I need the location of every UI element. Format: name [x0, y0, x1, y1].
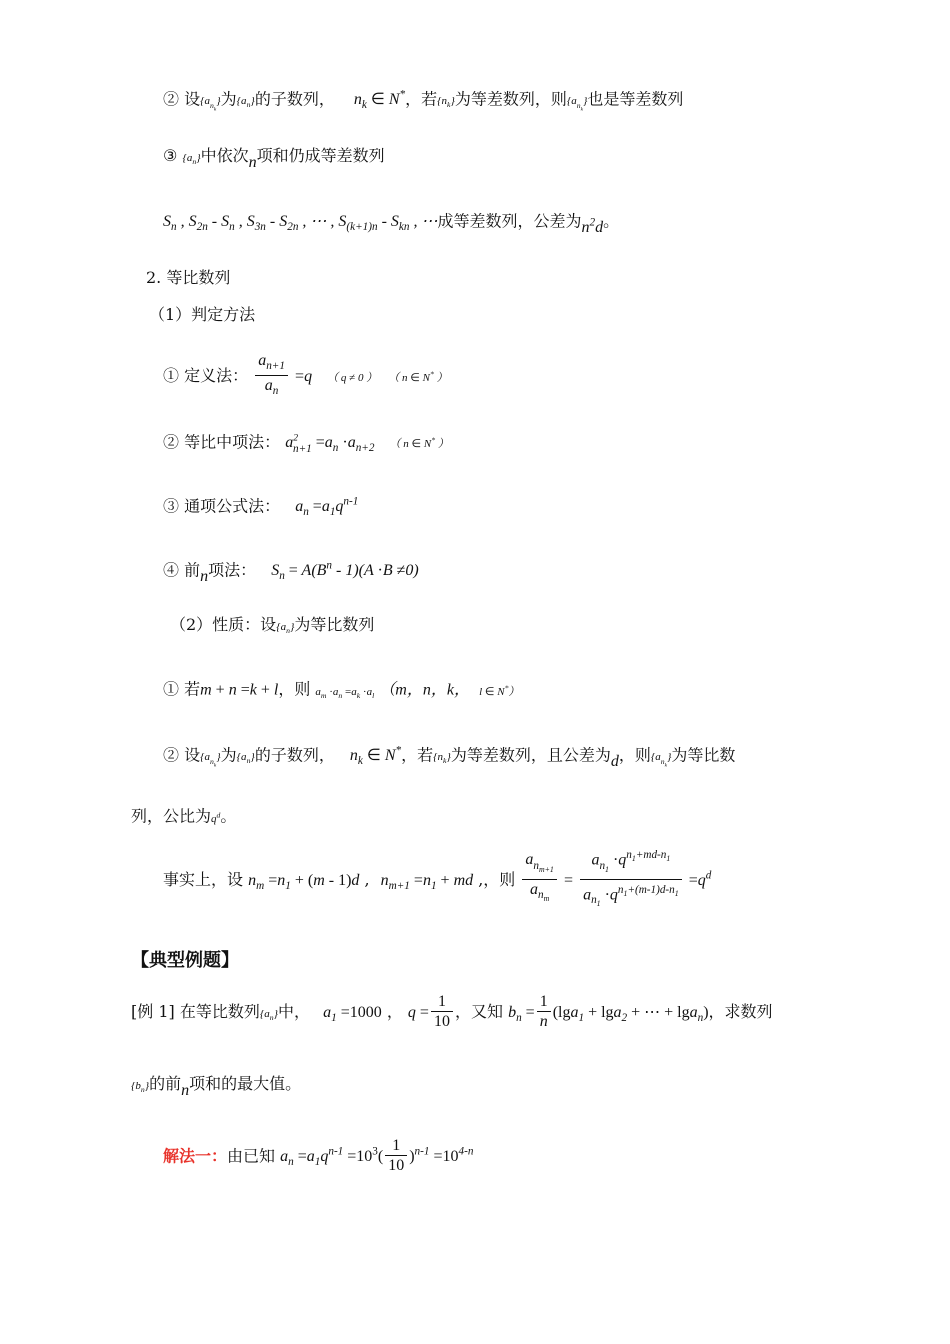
- solution-1: [163, 1130, 473, 1185]
- geometric-subsequence-property-cont: [131, 804, 236, 830]
- text: 为: [220, 745, 237, 765]
- solution-label: 解法一：: [163, 1146, 228, 1166]
- text: ，则: [618, 745, 651, 765]
- math: $a_n =a_1q^{n-1} =10^3$(: [280, 1146, 384, 1169]
- math: $n^2d$: [581, 217, 604, 237]
- text: （2）性质：设: [170, 615, 277, 634]
- math: )$^{n-1} =10^{4-n}$: [409, 1146, 474, 1166]
- text: 项和的最大值。: [189, 1074, 302, 1093]
- text: ② 等比中项法：: [163, 432, 281, 452]
- math: q =: [407, 1004, 429, 1021]
- math: $\frac{a_{n_{m+1}}}{a_{n_m}}$: [522, 851, 556, 909]
- math: $n_m =n_1 + (m - 1)d$: [248, 871, 360, 892]
- text: 中依次: [200, 146, 249, 165]
- text: 列，公比为: [131, 806, 212, 826]
- math: $\frac{1}{10}$: [385, 1137, 407, 1176]
- text: 中，: [278, 1002, 311, 1021]
- text: ，求数列: [708, 1002, 773, 1021]
- proof-line: 事实上，设 $n_m =n_1 + (m - 1)d$ , $n_{m+1} =n_1$ + md ,，则 $\frac{a_{n_{m+1}}}{a_{n_m}}$ = $\frac{a_{n_1} \cdot q^{n_1+md-n_1}}{a_{n_1} \cdot q^{n_1+(m-1)d-n_1}}$ $=q^d$: [163, 846, 711, 915]
- text: ① 若: [163, 679, 201, 699]
- text: 。: [603, 211, 620, 231]
- text: 为等比数: [671, 745, 736, 765]
- text: ④ 前: [163, 560, 201, 580]
- math: $\{a_{n_k}\}$: [200, 95, 221, 113]
- math: $a_m \cdot a_n =a_k \cdot a_l$: [315, 685, 375, 700]
- math: n: [200, 568, 209, 586]
- text: 为等比数列: [294, 615, 375, 634]
- math: =q: [295, 368, 313, 386]
- math: $n_{m+1} =n_1$ + md: [380, 871, 474, 892]
- math: n: [248, 154, 257, 171]
- text: 的子数列，: [254, 89, 335, 109]
- arith-subsequence-property: [163, 84, 683, 120]
- general-term-method: [163, 491, 358, 524]
- math: $\{a_n\}$: [236, 95, 255, 110]
- example-1: [例 1] 在等比数列$\{a_n\}$中， $a_1 =1000$ ， q = $\frac{1}{10}$ ，又知 $b_n$ = $\frac{1}{n}$ (lga$_1$ + lga$_2$ + ⋯ + lga$_n$)，求数列: [131, 993, 773, 1030]
- example-1-cont: [131, 1073, 301, 1101]
- text: ③ 通项公式法：: [163, 496, 281, 516]
- math: (lga$_1$ + lga$_2$ + ⋯ + lga$_n$): [552, 1004, 709, 1025]
- math: n: [181, 1082, 190, 1099]
- math: $a^2_{n+1} =a_n \cdot a_{n+2}$: [285, 433, 375, 455]
- math: $\frac{1}{10}$: [431, 993, 453, 1032]
- math: $\frac{1}{n}$: [537, 993, 551, 1032]
- text: 为: [220, 89, 237, 109]
- text: 项法：: [208, 560, 257, 580]
- geometric-mean-method: [163, 428, 449, 460]
- math: （m，n，k，: [379, 681, 470, 699]
- math: $\{a_n\}$: [182, 152, 201, 167]
- math: $\{n_k\}$: [433, 751, 451, 766]
- math: $\{a_{n_k}\}$: [200, 751, 221, 769]
- text: ② 设: [163, 89, 201, 109]
- math: $q^d$: [211, 810, 221, 825]
- math: $n_k$ ∈ N*: [349, 745, 402, 768]
- partial-sum-method: [163, 555, 419, 588]
- math: $a_1 =1000$: [323, 1004, 382, 1025]
- math: $=q^d$: [688, 869, 712, 889]
- math: $S_n$ , $S_{2n} - S_n$ , $S_{3n} - S_{2n}$ , ⋯ , $S_{(k+1)n} - S_{kn}$ , ⋯: [163, 213, 438, 234]
- math: $\frac{a_{n_1} \cdot q^{n_1+md-n_1}}{a_{n_1} \cdot q^{n_1+(m-1)d-n_1}}$: [580, 846, 682, 915]
- math: $S_n = A(B^n - 1)(A \cdot B \ne 0)$: [271, 560, 419, 583]
- text: 。: [220, 806, 237, 826]
- geometric-product-property: [163, 677, 519, 707]
- math: l ∈ N*）: [479, 683, 520, 698]
- math: $\{a_{n_k}\}$: [566, 95, 588, 113]
- text: 由已知: [227, 1146, 276, 1166]
- math: $\{a_n\}$: [236, 751, 255, 766]
- math: $\frac{a_{n+1}}{a_n}$: [255, 352, 288, 401]
- math: $b_n$ =: [508, 1004, 535, 1025]
- subsection-title: （1）判定方法: [149, 305, 256, 324]
- text: 项和仍成等差数列: [256, 146, 385, 165]
- text: 也是等差数列: [587, 89, 684, 109]
- text: 为等差数列，且公差为: [450, 745, 611, 765]
- math: $\{a_{n_k}\}$: [650, 751, 672, 769]
- text: ，若: [401, 745, 434, 765]
- math: $\{n_k\}$: [437, 95, 455, 110]
- text: ，若: [405, 89, 438, 109]
- text: ，又知: [454, 1002, 503, 1021]
- math: $\{a_n\}$: [276, 621, 295, 636]
- math: $a_n =a_1q^{n-1}$: [295, 496, 359, 519]
- text: ，则: [483, 869, 516, 889]
- text: 事实上，设: [163, 869, 244, 889]
- section-title: 2. 等比数列: [146, 268, 231, 287]
- text: ，则: [278, 679, 311, 699]
- definition-method: [163, 352, 448, 401]
- properties-title: [170, 614, 374, 642]
- examples-heading: 【典型例题】: [131, 950, 239, 971]
- math: m + n =k + l: [200, 681, 279, 699]
- math: $\{b_n\}$: [131, 1080, 150, 1095]
- math: d: [610, 753, 619, 771]
- math: $n_k$ ∈ N*: [353, 89, 406, 112]
- math: $\{a_n\}$: [259, 1008, 278, 1023]
- text: ② 设: [163, 745, 201, 765]
- text: [例 1] 在等比数列: [131, 1002, 260, 1021]
- text: 的前: [149, 1074, 182, 1093]
- arith-block-sum-property: [163, 145, 385, 173]
- text: ① 定义法：: [163, 366, 249, 386]
- math: （ n ∈ N* ）: [388, 369, 448, 385]
- math: （ n ∈ N* ）: [389, 435, 449, 451]
- geometric-subsequence-property: [163, 740, 735, 776]
- text: ③: [163, 146, 178, 165]
- text: 的子数列，: [254, 745, 335, 765]
- text: 为等差数列，则: [454, 89, 567, 109]
- block-sum-formula: [163, 206, 619, 239]
- math: （ q ≠ 0 ）: [327, 372, 378, 385]
- text: 成等差数列，公差为: [437, 211, 582, 231]
